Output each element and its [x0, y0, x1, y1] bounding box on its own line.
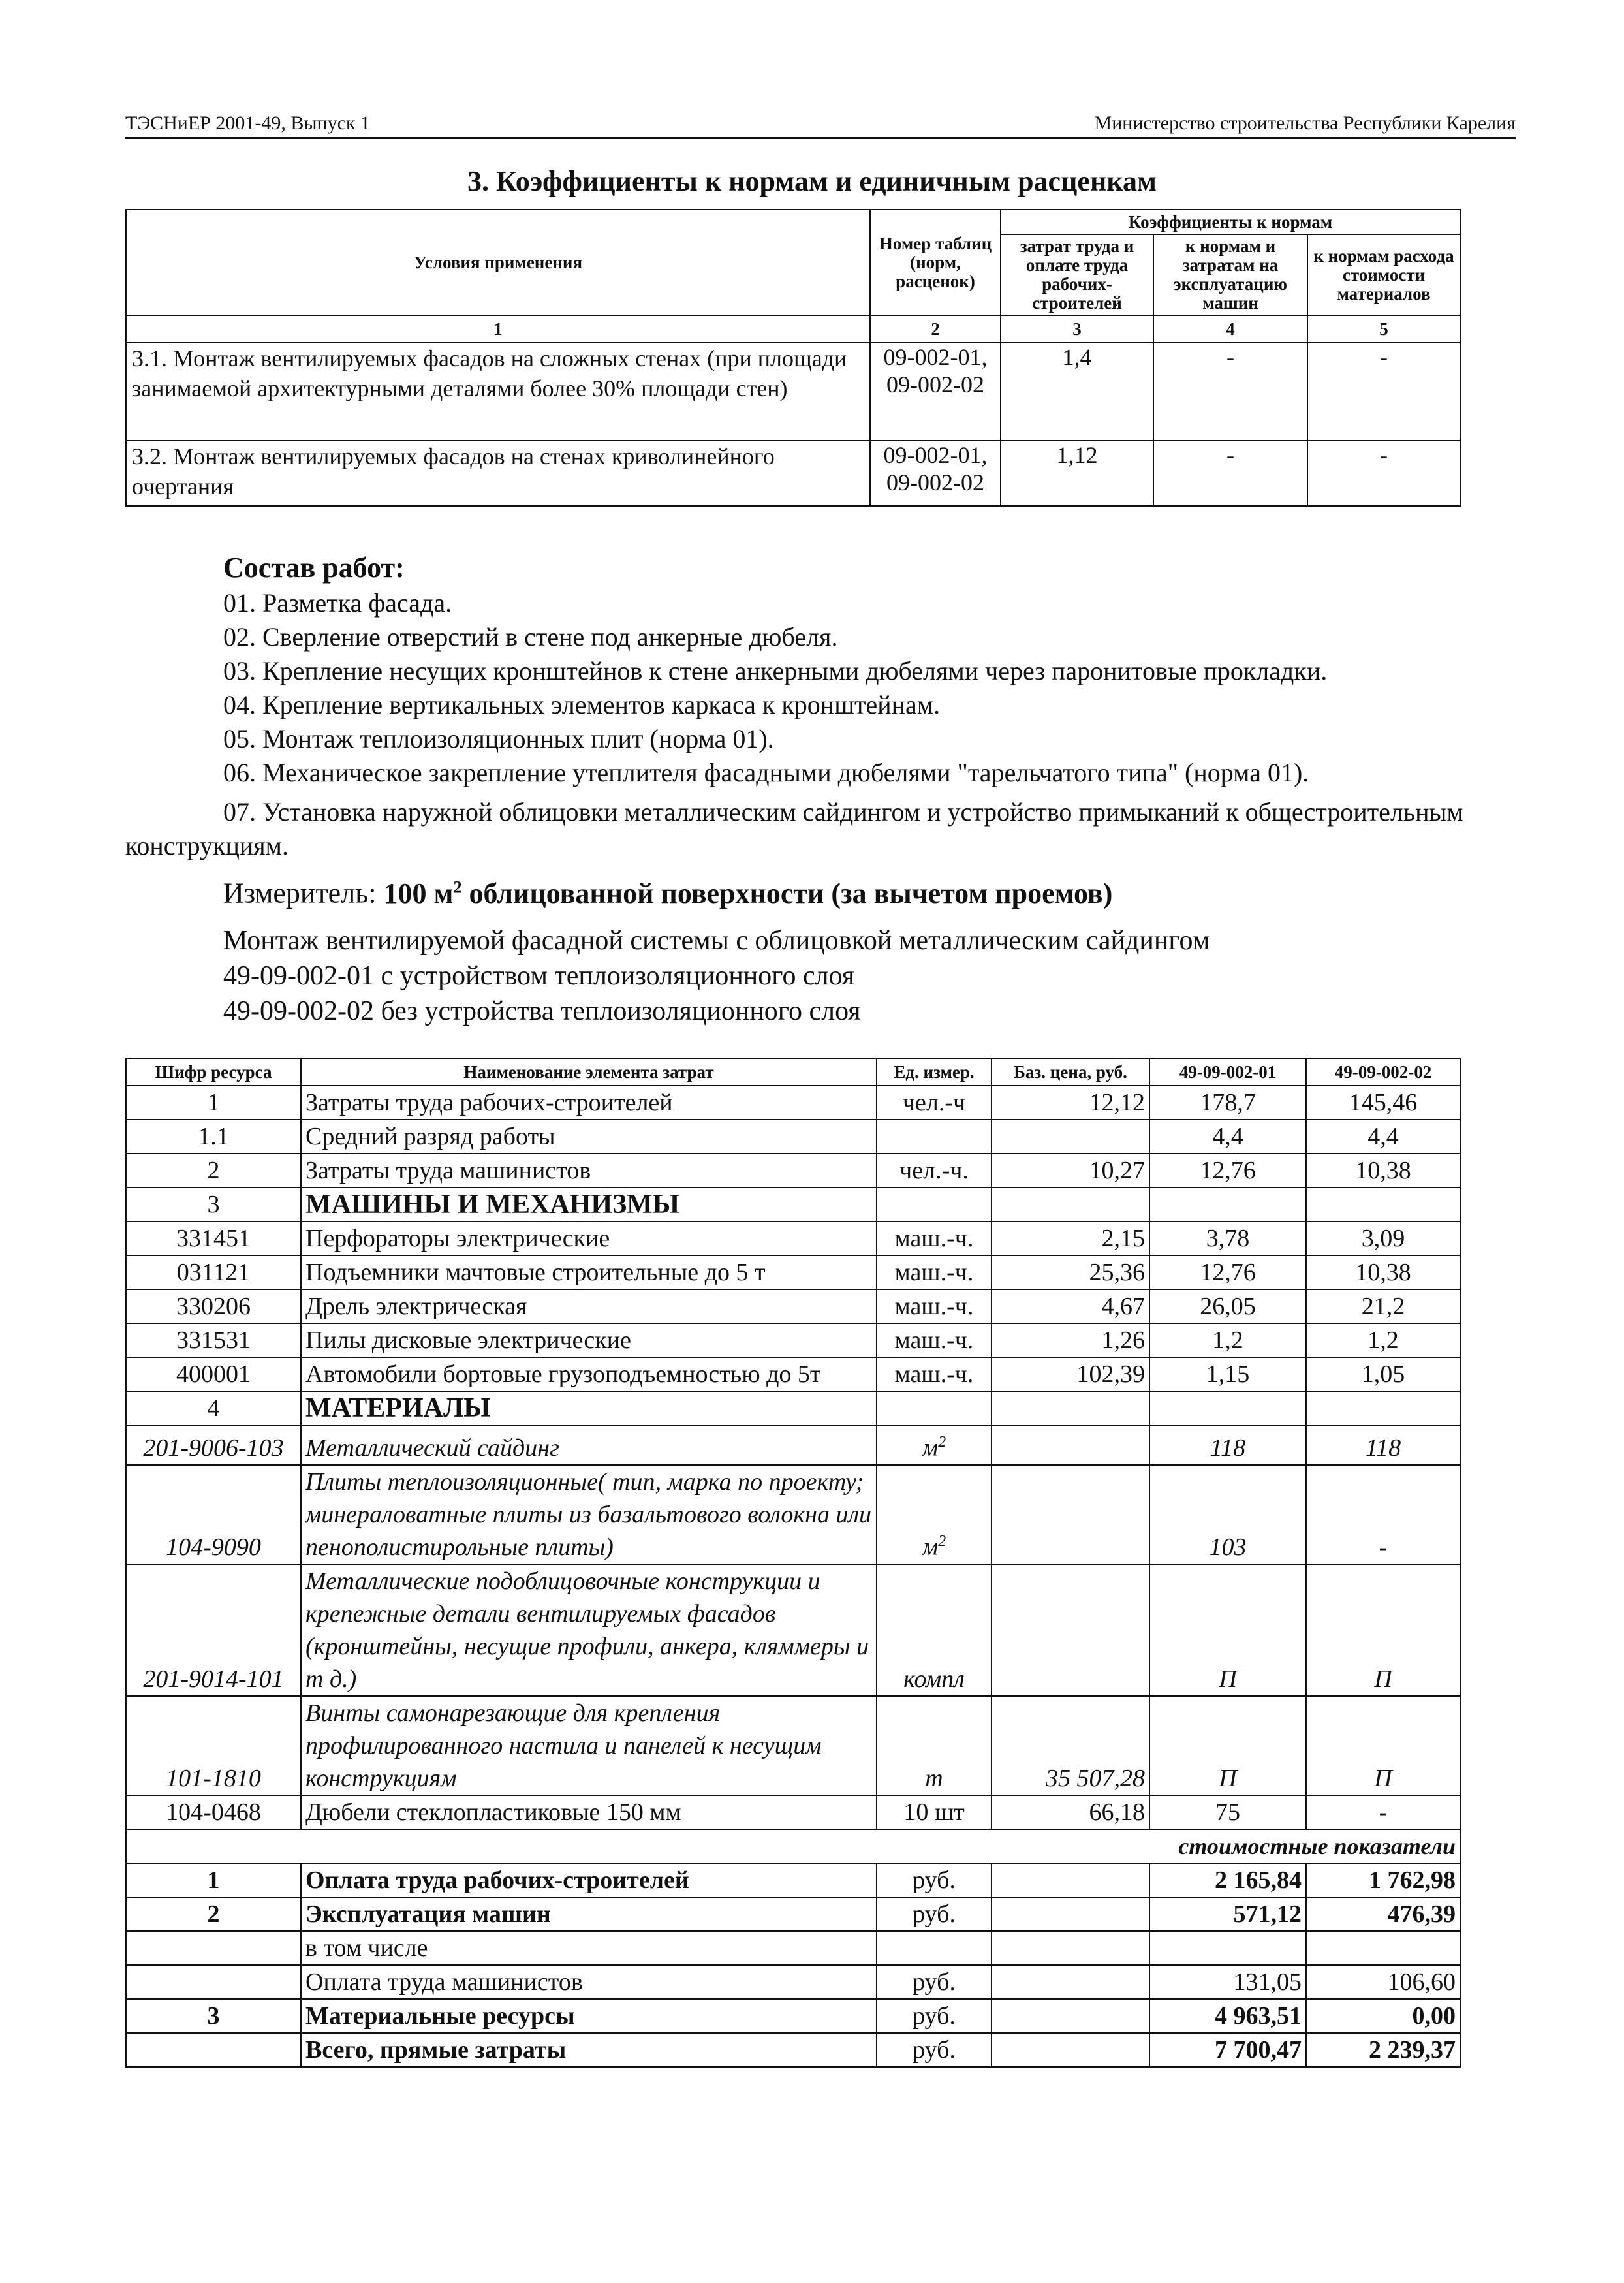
coef-labor-value: 1,4	[1001, 343, 1153, 441]
coef-tables-line: 09-002-01,	[883, 344, 988, 370]
value-49-09-002-01: 1,2	[1149, 1323, 1306, 1357]
resource-name: Плиты теплоизоляционные( тип, марка по проекту; минераловатные плиты из базальтового волокна или пенополистирольные плиты)	[301, 1465, 877, 1564]
value-49-09-002-01: 26,05	[1149, 1289, 1306, 1323]
cost-code	[126, 1931, 301, 1965]
resource-unit: чел.-ч.	[877, 1154, 992, 1188]
resource-unit: маш.-ч.	[877, 1323, 992, 1357]
cost-unit: руб.	[877, 1897, 992, 1931]
cost-name: Оплата труда машинистов	[301, 1965, 877, 1999]
resource-code: 330206	[126, 1289, 301, 1323]
cost-price-empty	[992, 1965, 1149, 1999]
col-number: 1	[126, 315, 870, 343]
resource-code: 1.1	[126, 1120, 301, 1154]
table-row	[126, 1391, 1460, 1425]
cost-unit: руб.	[877, 2033, 992, 2067]
coef-condition: 3.1. Монтаж вентилируемых фасадов на сложных стенах (при площади занимаемой архитектурными деталями более 30% площади стен)	[126, 343, 870, 441]
measure-line	[223, 868, 1624, 913]
cost-row	[126, 1863, 1460, 1897]
coef-header-labor: затрат труда и оплате труда рабочих-строителей	[1001, 234, 1153, 315]
table-row	[126, 1086, 1460, 1120]
cost-unit	[877, 1931, 992, 1965]
coef-row	[126, 441, 1460, 506]
resource-unit: т	[877, 1696, 992, 1795]
value-49-09-002-01: П	[1149, 1696, 1306, 1795]
resource-name: Винты самонарезающие для крепления профилированного настила и панелей к несущим конструкциям	[301, 1696, 877, 1795]
resource-name: Затраты труда машинистов	[301, 1154, 877, 1188]
resource-price: 102,39	[992, 1357, 1149, 1391]
cost-price-empty	[992, 1931, 1149, 1965]
header-cell: 49-09-002-02	[1306, 1058, 1460, 1086]
resource-price: 2,15	[992, 1221, 1149, 1255]
cost-49-09-002-02: 0,00	[1306, 1999, 1460, 2033]
work-item: 06. Механическое закрепление утеплителя фасадными дюбелями "тарельчатого типа" (норма 01).	[223, 758, 1309, 787]
cost-name: Эксплуатация машин	[301, 1897, 877, 1931]
header-left: ТЭСНиЕР 2001-49, Выпуск 1	[125, 112, 370, 134]
table-row	[126, 1795, 1460, 1829]
value-49-09-002-01: 4,4	[1149, 1120, 1306, 1154]
cost-49-09-002-02: 106,60	[1306, 1965, 1460, 1999]
table-row	[126, 1425, 1460, 1465]
resource-price: 10,27	[992, 1154, 1149, 1188]
value-49-09-002-02: 118	[1306, 1425, 1460, 1465]
resource-unit	[877, 1120, 992, 1154]
resource-code: 331451	[126, 1221, 301, 1255]
cost-row	[126, 2033, 1460, 2067]
resource-price: 1,26	[992, 1323, 1149, 1357]
resource-code: 104-9090	[126, 1465, 301, 1564]
measure-label: Измеритель:	[223, 877, 377, 909]
resource-code: 4	[126, 1391, 301, 1425]
cost-unit: руб.	[877, 1965, 992, 1999]
resource-name: Металлические подоблицовочные конструкции и крепежные детали вентилируемых фасадов (кронштейны, несущие профили, анкера, кляммеры и т д.)	[301, 1564, 877, 1696]
coef-row	[126, 343, 1460, 441]
resource-code: 331531	[126, 1323, 301, 1357]
resource-price	[992, 1564, 1149, 1696]
description-line: 49-09-002-01 с устройством теплоизоляционного слоя	[223, 961, 855, 991]
coef-header-materials: к нормам расхода стоимости материалов	[1307, 234, 1460, 315]
value-49-09-002-02: -	[1306, 1795, 1460, 1829]
resource-code: 1	[126, 1086, 301, 1120]
header-right: Министерство строительства Республики Карелия	[1094, 112, 1516, 134]
resources-body	[126, 1086, 1460, 2067]
value-49-09-002-01: 12,76	[1149, 1255, 1306, 1289]
resource-code: 201-9006-103	[126, 1425, 301, 1465]
coef-condition: 3.2. Монтаж вентилируемых фасадов на стенах криволинейного очертания	[126, 441, 870, 506]
cost-49-09-002-02: 1 762,98	[1306, 1863, 1460, 1897]
resource-name: Подъемники мачтовые строительные до 5 т	[301, 1255, 877, 1289]
cost-name: в том числе	[301, 1931, 877, 1965]
resource-name: Металлический сайдинг	[301, 1425, 877, 1465]
resource-name: МАШИНЫ И МЕХАНИЗМЫ	[301, 1188, 877, 1221]
description	[223, 923, 1624, 1029]
value-49-09-002-02: П	[1306, 1564, 1460, 1696]
value-49-09-002-02: 10,38	[1306, 1154, 1460, 1188]
resource-price: 25,36	[992, 1255, 1149, 1289]
header-cell: Шифр ресурса	[126, 1058, 301, 1086]
value-49-09-002-02: 10,38	[1306, 1255, 1460, 1289]
value-49-09-002-02: -	[1306, 1465, 1460, 1564]
resource-price: 35 507,28	[992, 1696, 1149, 1795]
coef-tables-line: 09-002-02	[886, 371, 984, 398]
work-item: 07. Установка наружной облицовки металлическим сайдингом и устройство примыканий к общестроительным конструкциям.	[125, 797, 1463, 860]
cost-price-empty	[992, 1897, 1149, 1931]
coef-machines-value: -	[1153, 441, 1307, 506]
value-49-09-002-01	[1149, 1188, 1306, 1221]
measure-value: 100 $м^2$ облицованной поверхности (за вычетом проемов)	[383, 877, 1113, 909]
table-row	[126, 1696, 1460, 1795]
resource-unit	[877, 1188, 992, 1221]
value-49-09-002-01: 118	[1149, 1425, 1306, 1465]
value-49-09-002-01: 103	[1149, 1465, 1306, 1564]
coef-machines-value: -	[1153, 343, 1307, 441]
cost-price-empty	[992, 1999, 1149, 2033]
resource-name: Дрель электрическая	[301, 1289, 877, 1323]
table-row	[126, 1221, 1460, 1255]
value-49-09-002-01: 12,76	[1149, 1154, 1306, 1188]
work-item: 05. Монтаж теплоизоляционных плит (норма 01).	[223, 724, 774, 753]
resource-unit: чел.-ч	[877, 1086, 992, 1120]
cost-49-09-002-01: 7 700,47	[1149, 2033, 1306, 2067]
resource-code: 2	[126, 1154, 301, 1188]
resource-unit: маш.-ч.	[877, 1255, 992, 1289]
work-item: 03. Крепление несущих кронштейнов к стене анкерными дюбелями через паронитовые прокладки.	[223, 656, 1328, 685]
resources-table	[125, 1058, 1461, 2068]
resource-code: 201-9014-101	[126, 1564, 301, 1696]
value-49-09-002-02	[1306, 1188, 1460, 1221]
resource-price	[992, 1120, 1149, 1154]
value-49-09-002-02: 21,2	[1306, 1289, 1460, 1323]
value-49-09-002-01: 1,15	[1149, 1357, 1306, 1391]
resource-name: Дюбели стеклопластиковые 150 мм	[301, 1795, 877, 1829]
resource-name: Автомобили бортовые грузоподъемностью до 5т	[301, 1357, 877, 1391]
coef-materials-value: -	[1307, 441, 1460, 506]
cost-price-empty	[992, 2033, 1149, 2067]
resource-unit	[877, 1391, 992, 1425]
header-cell: Наименование элемента затрат	[301, 1058, 877, 1086]
page-header	[125, 110, 1516, 139]
header-cell: 49-09-002-01	[1149, 1058, 1306, 1086]
resource-unit: маш.-ч.	[877, 1221, 992, 1255]
table-row	[126, 1120, 1460, 1154]
cost-row	[126, 1999, 1460, 2033]
table-row	[126, 1357, 1460, 1391]
resource-price	[992, 1425, 1149, 1465]
resource-price: 4,67	[992, 1289, 1149, 1323]
resource-code: 031121	[126, 1255, 301, 1289]
resource-price: 12,12	[992, 1086, 1149, 1120]
coef-tables	[870, 343, 1001, 441]
value-49-09-002-01: 3,78	[1149, 1221, 1306, 1255]
resource-name: Пилы дисковые электрические	[301, 1323, 877, 1357]
table-row	[126, 1465, 1460, 1564]
value-49-09-002-02: 145,46	[1306, 1086, 1460, 1120]
value-49-09-002-01: 75	[1149, 1795, 1306, 1829]
resource-unit: $м^2$	[877, 1425, 992, 1465]
resource-price	[992, 1188, 1149, 1221]
description-line: 49-09-002-02 без устройства теплоизоляционного слоя	[223, 996, 861, 1026]
cost-row	[126, 1931, 1460, 1965]
cost-49-09-002-01: 131,05	[1149, 1965, 1306, 1999]
cost-49-09-002-02	[1306, 1931, 1460, 1965]
value-49-09-002-02: 3,09	[1306, 1221, 1460, 1255]
value-49-09-002-01: П	[1149, 1564, 1306, 1696]
coef-tables	[870, 441, 1001, 506]
value-49-09-002-02: 4,4	[1306, 1120, 1460, 1154]
cost-49-09-002-01: 2 165,84	[1149, 1863, 1306, 1897]
resource-unit: маш.-ч.	[877, 1289, 992, 1323]
resource-name: Средний разряд работы	[301, 1120, 877, 1154]
coef-header-coefficients: Коэффициенты к нормам	[1001, 210, 1460, 234]
resource-name: Перфораторы электрические	[301, 1221, 877, 1255]
section-title: 3. Коэффициенты к нормам и единичным расценкам	[467, 165, 1157, 197]
coef-tables-line: 09-002-02	[886, 469, 984, 496]
coefficients-table	[125, 209, 1461, 507]
description-title: Монтаж вентилируемой фасадной системы с облицовкой металлическим сайдингом	[223, 926, 1210, 956]
coef-header-table-no: Номер таблиц (норм, расценок)	[870, 210, 1001, 315]
resource-name: МАТЕРИАЛЫ	[301, 1391, 877, 1425]
resource-unit: маш.-ч.	[877, 1357, 992, 1391]
col-number: 4	[1153, 315, 1307, 343]
resource-price	[992, 1391, 1149, 1425]
col-number: 3	[1001, 315, 1153, 343]
resource-code: 101-1810	[126, 1696, 301, 1795]
cost-row	[126, 1897, 1460, 1931]
value-49-09-002-02: П	[1306, 1696, 1460, 1795]
resources-header-row	[126, 1058, 1460, 1086]
cost-49-09-002-01	[1149, 1931, 1306, 1965]
work-item: 01. Разметка фасада.	[223, 588, 452, 618]
cost-name: Материальные ресурсы	[301, 1999, 877, 2033]
cost-49-09-002-02: 2 239,37	[1306, 2033, 1460, 2067]
table-row	[126, 1289, 1460, 1323]
resource-unit: 10 шт	[877, 1795, 992, 1829]
resource-price	[992, 1465, 1149, 1564]
cost-price-empty	[992, 1863, 1149, 1897]
table-row	[126, 1154, 1460, 1188]
cost-code	[126, 1965, 301, 1999]
coef-materials-value: -	[1307, 343, 1460, 441]
cost-code	[126, 2033, 301, 2067]
value-49-09-002-01: 178,7	[1149, 1086, 1306, 1120]
cost-unit: руб.	[877, 1863, 992, 1897]
cost-code: 2	[126, 1897, 301, 1931]
table-row	[126, 1188, 1460, 1221]
resource-price: 66,18	[992, 1795, 1149, 1829]
cost-49-09-002-02: 476,39	[1306, 1897, 1460, 1931]
works-section	[223, 550, 1529, 790]
cost-indicators-header: стоимостные показатели	[126, 1829, 1460, 1863]
col-number: 5	[1307, 315, 1460, 343]
header-cell: Баз. цена, руб.	[992, 1058, 1149, 1086]
resource-code: 400001	[126, 1357, 301, 1391]
value-49-09-002-02: 1,2	[1306, 1323, 1460, 1357]
resource-unit: $м^2$	[877, 1465, 992, 1564]
cost-49-09-002-01: 4 963,51	[1149, 1999, 1306, 2033]
coef-header-conditions: Условия применения	[126, 210, 870, 315]
coef-tables-line: 09-002-01,	[883, 442, 988, 468]
cost-unit: руб.	[877, 1999, 992, 2033]
cost-name: Оплата труда рабочих-строителей	[301, 1863, 877, 1897]
resource-unit: компл	[877, 1564, 992, 1696]
table-row	[126, 1323, 1460, 1357]
table-row	[126, 1564, 1460, 1696]
work-item: 02. Сверление отверстий в стене под анкерные дюбеля.	[223, 622, 838, 652]
cost-name: Всего, прямые затраты	[301, 2033, 877, 2067]
col-number: 2	[870, 315, 1001, 343]
works-heading: Состав работ:	[223, 552, 405, 584]
cost-code: 3	[126, 1999, 301, 2033]
table-row	[126, 1255, 1460, 1289]
value-49-09-002-02	[1306, 1391, 1460, 1425]
coef-labor-value: 1,12	[1001, 441, 1153, 506]
header-cell: Ед. измер.	[877, 1058, 992, 1086]
resource-name: Затраты труда рабочих-строителей	[301, 1086, 877, 1120]
coef-header-machines: к нормам и затратам на эксплуатацию машин	[1153, 234, 1307, 315]
cost-code: 1	[126, 1863, 301, 1897]
work-item: 04. Крепление вертикальных элементов каркаса к кронштейнам.	[223, 690, 941, 719]
cost-header-row	[126, 1829, 1460, 1863]
resource-code: 3	[126, 1188, 301, 1221]
cost-49-09-002-01: 571,12	[1149, 1897, 1306, 1931]
value-49-09-002-01	[1149, 1391, 1306, 1425]
cost-row	[126, 1965, 1460, 1999]
value-49-09-002-02: 1,05	[1306, 1357, 1460, 1391]
resource-code: 104-0468	[126, 1795, 301, 1829]
